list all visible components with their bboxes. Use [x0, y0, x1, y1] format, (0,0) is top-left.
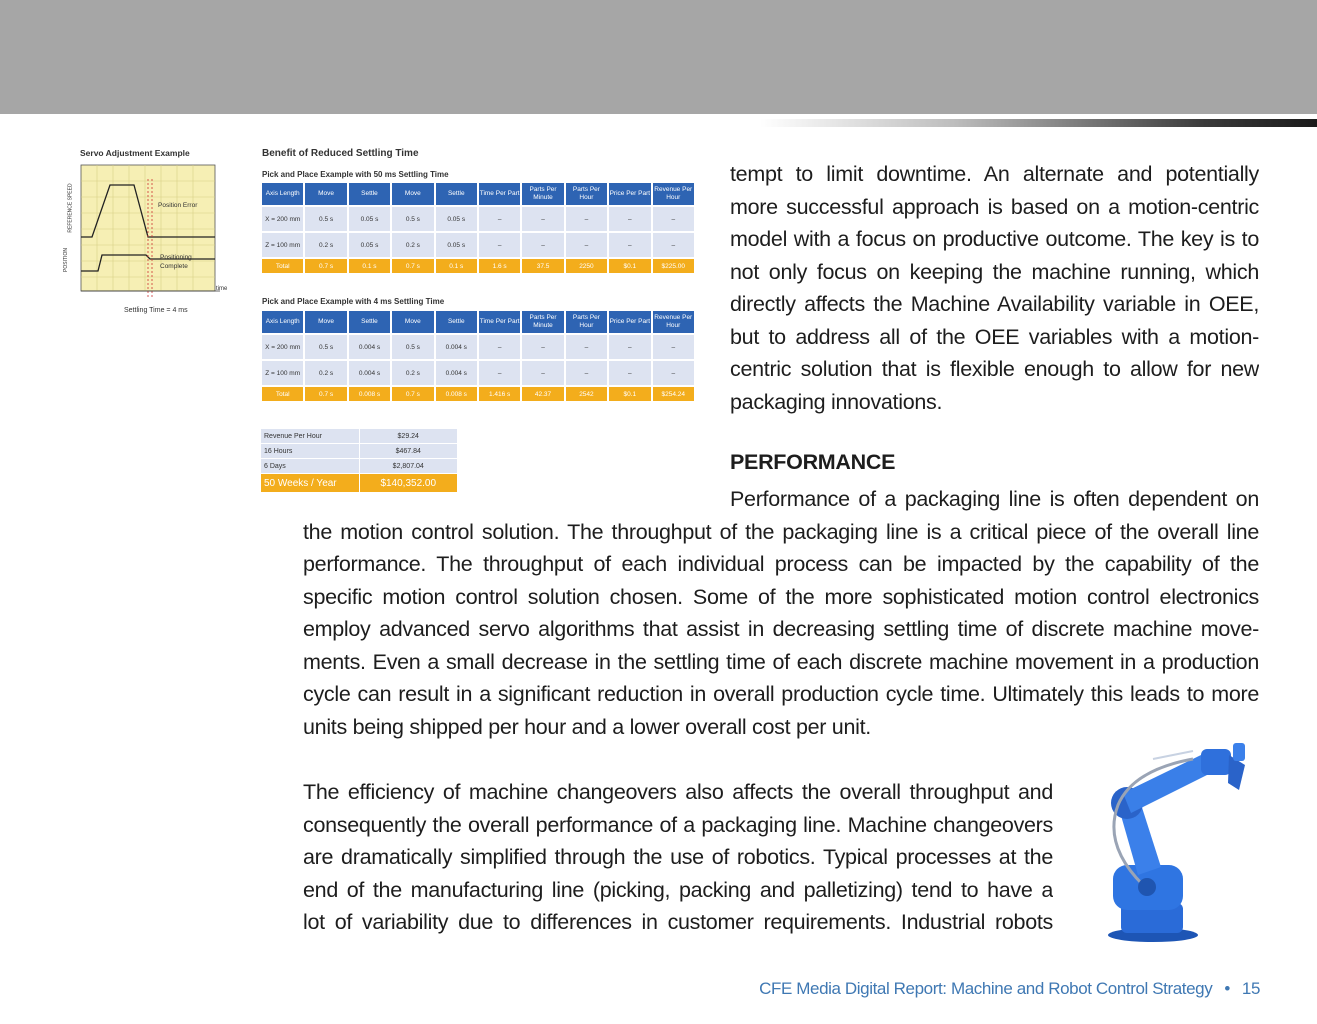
- text-line: cycle can result in a significant reduction in overall production cycle time. Ultimately this leads to more: [303, 682, 1259, 706]
- table-total-cell: 0.008 s: [349, 387, 390, 401]
- text-line: end of the manufacturing line (picking, packing and palletizing) tend to have a: [303, 877, 1053, 902]
- table-cell: 0.004 s: [349, 335, 390, 359]
- table-cell: –: [566, 361, 607, 385]
- table-header-cell: Settle: [436, 311, 477, 333]
- section-heading-performance: PERFORMANCE: [730, 450, 896, 474]
- table-header-cell: Axis Length: [262, 183, 303, 205]
- table-header-cell: Time Per Part: [479, 183, 520, 205]
- table-header-cell: Parts Per Hour: [566, 311, 607, 333]
- table-total-cell: 0.7 s: [305, 387, 346, 401]
- table-cell: 0.05 s: [349, 207, 390, 231]
- servo-chart-caption: Settling Time = 4 ms: [124, 307, 188, 314]
- text-line: units being shipped per hour and a lower overall cost per unit.: [303, 714, 871, 739]
- table-header-cell: Revenue Per Hour: [653, 183, 694, 205]
- text-line: packaging innovations.: [730, 389, 943, 414]
- table-header-cell: Move: [392, 183, 433, 205]
- revenue-value: $467.84: [360, 444, 458, 458]
- revenue-value: $2,807.04: [360, 459, 458, 473]
- table-total-cell: 0.7 s: [392, 387, 433, 401]
- text-changeover-paragraph: [303, 776, 1053, 939]
- table-header-cell: Parts Per Hour: [566, 183, 607, 205]
- table-cell: Z = 100 mm: [262, 361, 303, 385]
- table-header-cell: Parts Per Minute: [522, 183, 563, 205]
- table-header-cell: Time Per Part: [479, 311, 520, 333]
- table-total-cell: $0.1: [609, 387, 650, 401]
- table-row: [262, 207, 694, 231]
- servo-positioning-complete-label: Positioning Complete: [160, 254, 192, 270]
- table-cell: –: [566, 233, 607, 257]
- table-total-cell: 0.7 s: [305, 259, 346, 273]
- page-number: 15: [1241, 979, 1260, 998]
- table-cell: –: [479, 207, 520, 231]
- table-cell: –: [566, 207, 607, 231]
- table-cell: X = 200 mm: [262, 335, 303, 359]
- text-line: centric solution that is flexible enough to allow for new: [730, 357, 1259, 381]
- servo-time-label: time: [216, 286, 228, 292]
- revenue-label: Revenue Per Hour: [261, 429, 359, 443]
- table-header-cell: Settle: [436, 183, 477, 205]
- servo-chart-title: Servo Adjustment Example: [80, 148, 190, 158]
- table-total-cell: 42.37: [522, 387, 563, 401]
- benefit-title: Benefit of Reduced Settling Time: [262, 148, 419, 159]
- text-column-right: [730, 158, 1259, 418]
- table-row: [262, 361, 694, 385]
- revenue-row: [261, 429, 457, 443]
- text-line: consequently the overall performance of a packaging line. Machine changeovers: [303, 812, 1053, 837]
- table-cell: 0.004 s: [349, 361, 390, 385]
- servo-axis-label-position: POSITION: [62, 248, 69, 272]
- table-total-cell: 0.008 s: [436, 387, 477, 401]
- table-header-cell: Move: [305, 311, 346, 333]
- text-line: are dramatically simplified through the use of robotics. Typical processes at the: [303, 845, 1053, 869]
- text-line: performance. The throughput of each individual process can be impacted by the capability of the: [303, 552, 1259, 576]
- table-cell: –: [653, 361, 694, 385]
- servo-adjustment-chart: [62, 145, 240, 325]
- servo-chart-graphic: [68, 159, 240, 309]
- page-footer: [750, 979, 1260, 999]
- table-header-cell: Revenue Per Hour: [653, 311, 694, 333]
- table-total-cell: 0.7 s: [392, 259, 433, 273]
- table-header-cell: Move: [392, 311, 433, 333]
- text-line: tempt to limit downtime. An alternate and potentially: [730, 162, 1259, 186]
- text-line: the motion control solution. The throughput of the packaging line is a critical piece of the overall line: [303, 519, 1259, 544]
- servo-position-error-label: Position Error: [158, 202, 198, 209]
- revenue-label: 6 Days: [261, 459, 359, 473]
- text-line: Performance of a packaging line is often dependent on: [730, 487, 1259, 511]
- industrial-robot-image: [1083, 735, 1258, 945]
- table-total-cell: 37.5: [522, 259, 563, 273]
- table-total-cell: $254.24: [653, 387, 694, 401]
- table-row: [262, 233, 694, 257]
- table-total-cell: 1.6 s: [479, 259, 520, 273]
- text-line: but to address all of the OEE variables with a motion-: [730, 324, 1259, 349]
- servo-axis-label-speed: REFERENCE SPEED: [67, 183, 74, 233]
- text-line: directly affects the Machine Availability variable in OEE,: [730, 292, 1259, 316]
- table-total-row: [262, 387, 694, 401]
- table-cell: 0.5 s: [392, 335, 433, 359]
- table-cell: 0.2 s: [305, 233, 346, 257]
- table-header-cell: Price Per Part: [609, 311, 650, 333]
- table-row: [262, 335, 694, 359]
- footer-bullet: •: [1224, 979, 1230, 998]
- revenue-row: [261, 459, 457, 473]
- table-cell: –: [522, 233, 563, 257]
- table-cell: 0.5 s: [392, 207, 433, 231]
- table-cell: 0.2 s: [392, 361, 433, 385]
- text-line: model with a focus on productive outcome. The key is to: [730, 227, 1259, 251]
- table-cell: –: [609, 233, 650, 257]
- table-header-cell: Move: [305, 183, 346, 205]
- table-cell: –: [522, 335, 563, 359]
- table-cell: –: [609, 361, 650, 385]
- revenue-value: $140,352.00: [360, 474, 458, 492]
- table-total-cell: Total: [262, 259, 303, 273]
- table-cell: –: [609, 207, 650, 231]
- table-cell: 0.5 s: [305, 207, 346, 231]
- table-total-cell: 0.1 s: [349, 259, 390, 273]
- table-cell: 0.2 s: [392, 233, 433, 257]
- table-cell: –: [566, 335, 607, 359]
- footer-title: CFE Media Digital Report: Machine and Robot Control Strategy: [759, 979, 1213, 998]
- revenue-row: [261, 444, 457, 458]
- table-cell: –: [653, 207, 694, 231]
- table-cell: –: [479, 335, 520, 359]
- text-line: specific motion control solution chosen. Some of the more sophisticated motion control electronics: [303, 584, 1259, 609]
- table-cell: –: [479, 361, 520, 385]
- table-cell: 0.004 s: [436, 335, 477, 359]
- table-cell: X = 200 mm: [262, 207, 303, 231]
- revenue-value: $29.24: [360, 429, 458, 443]
- table-header-cell: Axis Length: [262, 311, 303, 333]
- table-header-row: [262, 311, 694, 333]
- table-cell: 0.05 s: [349, 233, 390, 257]
- header-rule: [760, 119, 1317, 127]
- table-header-cell: Price Per Part: [609, 183, 650, 205]
- table-header-cell: Settle: [349, 183, 390, 205]
- table-50ms: [260, 181, 696, 275]
- table-cell: –: [522, 361, 563, 385]
- table-cell: 0.05 s: [436, 207, 477, 231]
- table-total-cell: 2250: [566, 259, 607, 273]
- table-cell: –: [522, 207, 563, 231]
- table-cell: –: [653, 233, 694, 257]
- header-bar: [0, 0, 1317, 114]
- table-cell: 0.2 s: [305, 361, 346, 385]
- table-cell: 0.5 s: [305, 335, 346, 359]
- text-line: employ advanced servo algorithms that assist in decreasing settling time of discrete machine move-: [303, 617, 1259, 641]
- revenue-label: 16 Hours: [261, 444, 359, 458]
- table-total-cell: $0.1: [609, 259, 650, 273]
- text-line: not only focus on keeping the machine running, which: [730, 259, 1259, 284]
- table2-subtitle: Pick and Place Example with 4 ms Settling Time: [262, 297, 445, 306]
- table-4ms: [260, 309, 696, 403]
- table-header-cell: Settle: [349, 311, 390, 333]
- table-cell: –: [653, 335, 694, 359]
- table-header-row: [262, 183, 694, 205]
- table-cell: 0.05 s: [436, 233, 477, 257]
- table-cell: –: [609, 335, 650, 359]
- text-performance-paragraph: [303, 483, 1259, 743]
- table1-subtitle: Pick and Place Example with 50 ms Settling Time: [262, 170, 449, 179]
- table-total-cell: 2542: [566, 387, 607, 401]
- text-line: The efficiency of machine changeovers also affects the overall throughput and: [303, 780, 1053, 804]
- table-total-cell: 1.416 s: [479, 387, 520, 401]
- table-total-cell: $225.00: [653, 259, 694, 273]
- table-total-row: [262, 259, 694, 273]
- table-cell: 0.004 s: [436, 361, 477, 385]
- table-cell: Z = 100 mm: [262, 233, 303, 257]
- text-line: ments. Even a small decrease in the settling time of each discrete machine movement in a production: [303, 649, 1259, 674]
- text-line: lot of variability due to differences in customer requirements. Industrial robots: [303, 910, 1053, 934]
- table-total-cell: Total: [262, 387, 303, 401]
- text-line: more successful approach is based on a motion-centric: [730, 194, 1259, 219]
- table-total-cell: 0.1 s: [436, 259, 477, 273]
- table-header-cell: Parts Per Minute: [522, 311, 563, 333]
- revenue-label: 50 Weeks / Year: [261, 474, 359, 492]
- table-cell: –: [479, 233, 520, 257]
